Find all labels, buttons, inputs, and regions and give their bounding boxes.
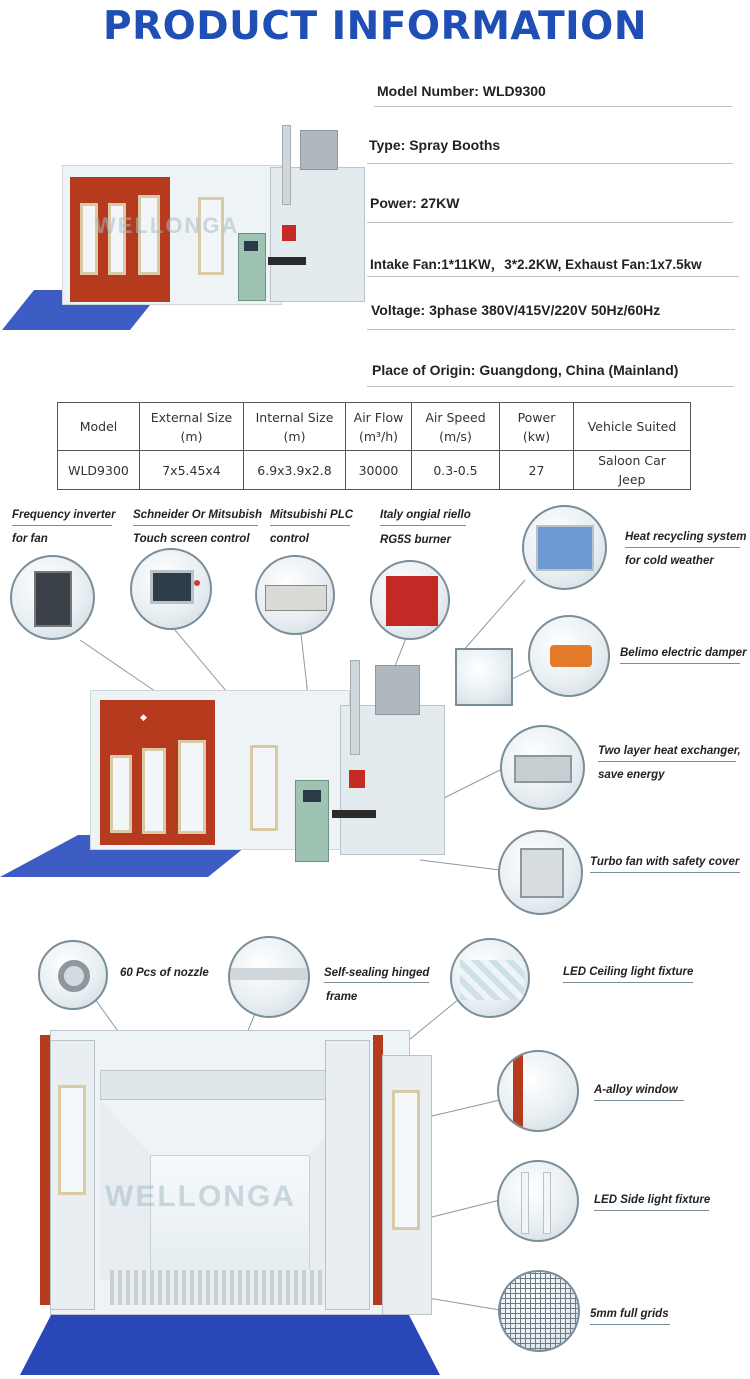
brand-logo: ◆: [140, 712, 147, 722]
spec-divider: [374, 106, 732, 107]
spray-booth-interior-image: WELLONGA: [20, 1030, 440, 1375]
label-underline: [590, 1324, 670, 1325]
burner-image: [370, 560, 450, 640]
table-header: External Size (m): [140, 403, 244, 451]
label-frequency-inverter: Frequency inverter: [12, 509, 116, 521]
table-row: [58, 451, 691, 490]
plc-image: [255, 555, 335, 635]
led-side-image: [497, 1160, 579, 1242]
label-hinged-frame-2: frame: [326, 991, 358, 1003]
spec-divider: [367, 222, 733, 223]
label-plc: Mitsubishi PLC: [270, 509, 354, 521]
label-underline: [270, 525, 350, 526]
spray-booth-image-middle: [0, 660, 470, 890]
table-header: Internal Size (m): [244, 403, 346, 451]
table-cell: 7x5.45x4: [140, 451, 244, 490]
table-header: Air Speed (m/s): [412, 403, 500, 451]
table-header: Power (kw): [500, 403, 574, 451]
label-nozzle: 60 Pcs of nozzle: [120, 967, 209, 979]
spec-type: Type: Spray Booths: [369, 137, 501, 153]
nozzle-image: [38, 940, 108, 1010]
table-header: Model: [58, 403, 140, 451]
label-led-ceiling: LED Ceiling light fixture: [563, 966, 694, 978]
led-ceiling-image: [450, 938, 530, 1018]
touch-screen-image: [130, 548, 212, 630]
label-frequency-inverter-2: for fan: [12, 533, 48, 545]
heat-exchanger-image: [500, 725, 585, 810]
label-alloy-window: A-alloy window: [594, 1084, 678, 1096]
label-underline: [380, 525, 466, 526]
electric-damper-image: [528, 615, 610, 697]
table-header: Vehicle Suited: [574, 403, 691, 451]
spec-power: Power: 27KW: [370, 195, 460, 211]
label-hinged-frame: Self-sealing hinged: [324, 967, 430, 979]
spec-divider: [367, 329, 735, 330]
label-heat-recycling-2: for cold weather: [625, 555, 714, 567]
label-underline: [594, 1210, 709, 1211]
label-led-side: LED Side light fixture: [594, 1194, 711, 1206]
label-touch-screen: Schneider Or Mitsubish: [133, 509, 263, 521]
table-cell: WLD9300: [58, 451, 140, 490]
page-title: PRODUCT INFORMATION: [103, 4, 647, 49]
label-full-grids: 5mm full grids: [590, 1308, 669, 1320]
table-header: Air Flow (m³/h): [346, 403, 412, 451]
label-electric-damper: Belimo electric damper: [620, 647, 747, 659]
label-underline: [590, 872, 740, 873]
spec-divider: [367, 163, 733, 164]
label-heat-exchanger-2: save energy: [598, 769, 665, 781]
table-cell: 27: [500, 451, 574, 490]
alloy-window-image: [497, 1050, 579, 1132]
frequency-inverter-image: [10, 555, 95, 640]
full-grids-image: [498, 1270, 580, 1352]
label-underline: [625, 547, 740, 548]
hinged-frame-image: [228, 936, 310, 1018]
spec-model-number: Model Number: WLD9300: [377, 83, 546, 99]
table-header-row: [58, 403, 691, 451]
label-underline: [133, 525, 258, 526]
spec-divider: [367, 276, 739, 277]
label-underline: [598, 761, 736, 762]
label-burner: Italy ongial riello: [380, 509, 471, 521]
label-heat-exchanger: Two layer heat exchanger,: [598, 745, 741, 757]
spec-fans: Intake Fan:1*11KW，3*2.2KW, Exhaust Fan:1x7.5kw: [370, 257, 702, 272]
table-cell: 0.3-0.5: [412, 451, 500, 490]
turbo-fan-image: [498, 830, 583, 915]
brand-watermark: WELLONGA: [95, 213, 240, 238]
table-cell: 6.9x3.9x2.8: [244, 451, 346, 490]
table-cell: 30000: [346, 451, 412, 490]
spec-origin: Place of Origin: Guangdong, China (Mainland): [372, 362, 679, 378]
label-underline: [12, 525, 112, 526]
inside-view-image: [455, 648, 513, 706]
label-touch-screen-2: Touch screen control: [133, 533, 250, 545]
label-burner-2: RG5S burner: [380, 534, 451, 546]
label-underline: [594, 1100, 684, 1101]
label-turbo-fan: Turbo fan with safety cover: [590, 856, 740, 868]
heat-recycling-image: [522, 505, 607, 590]
label-plc-2: control: [270, 533, 309, 545]
label-underline: [324, 982, 429, 983]
table-cell: Saloon Car Jeep: [574, 451, 691, 490]
label-heat-recycling: Heat recycling system: [625, 531, 747, 543]
specification-table: [57, 402, 691, 490]
spray-booth-image-top: [0, 125, 370, 340]
spec-divider: [367, 386, 734, 387]
label-underline: [563, 982, 693, 983]
spec-voltage: Voltage: 3phase 380V/415V/220V 50Hz/60Hz: [371, 302, 661, 318]
label-underline: [620, 663, 740, 664]
